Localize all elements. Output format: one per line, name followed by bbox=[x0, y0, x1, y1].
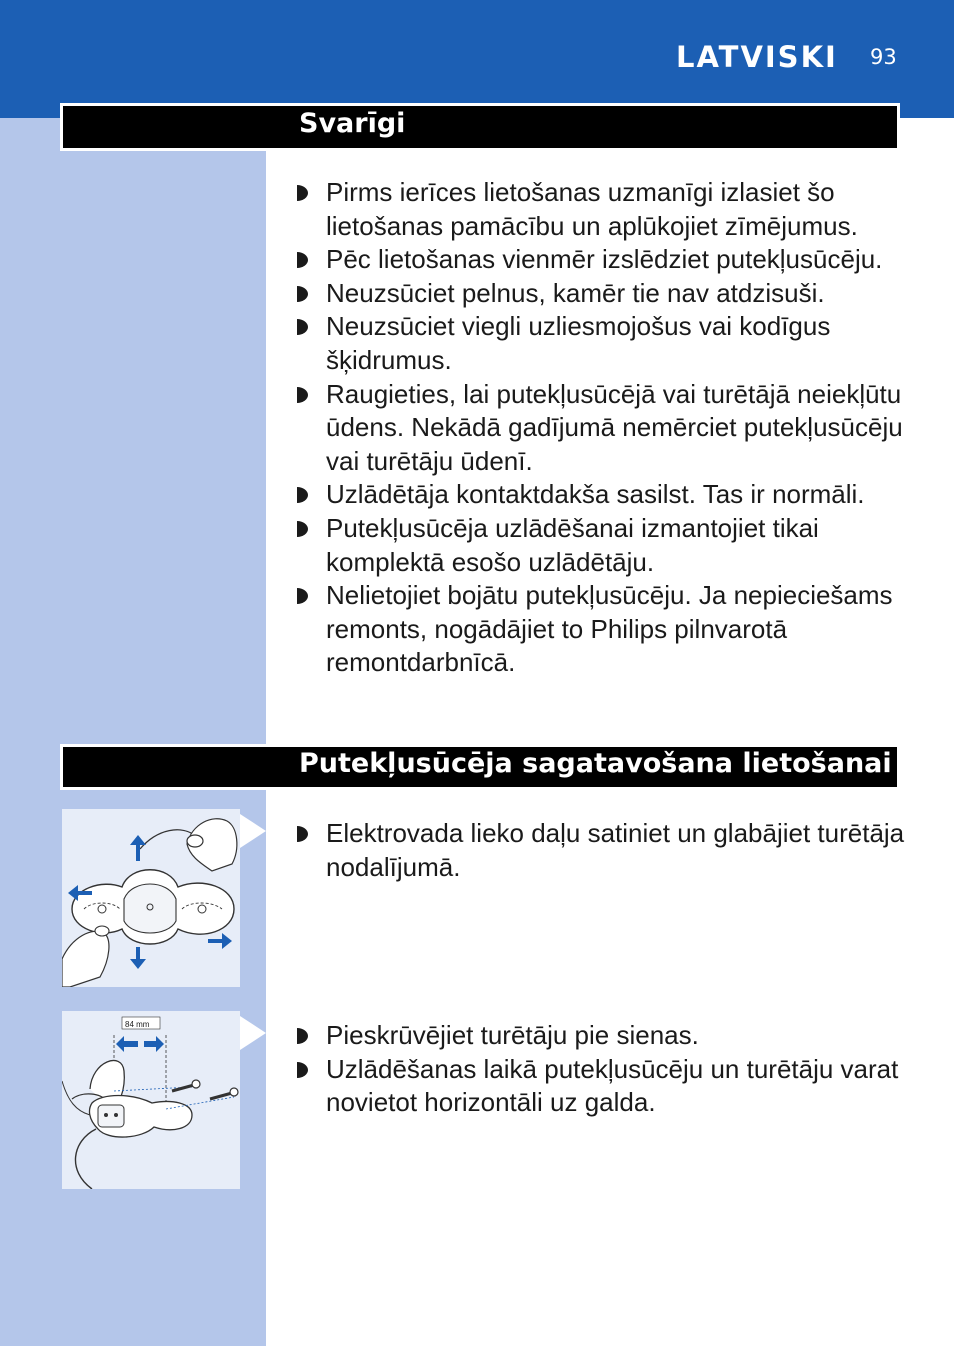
list-item bbox=[296, 1053, 916, 1120]
figure-pointer bbox=[240, 1016, 266, 1050]
list-item-text: Neuzsūciet viegli uzliesmojošus vai kodīgus šķidrumus. bbox=[326, 311, 831, 375]
list-item bbox=[296, 310, 916, 377]
important-list bbox=[296, 176, 916, 680]
bullet-icon bbox=[296, 826, 308, 842]
list-item bbox=[296, 1019, 916, 1053]
list-item-text: Nelietojiet bojātu putekļusūcēju. Ja nepieciešams remonts, nogādājiet to Philips pilnvarotā remontdarbnīcā. bbox=[326, 580, 893, 678]
holder-cord-storage-illustration bbox=[62, 809, 240, 987]
bullet-icon bbox=[296, 1062, 308, 1078]
figure-pointer bbox=[240, 814, 266, 848]
list-item bbox=[296, 378, 916, 479]
list-item-text: Pēc lietošanas vienmēr izslēdziet putekļusūcēju. bbox=[326, 244, 883, 275]
bullet-icon bbox=[296, 286, 308, 302]
bullet-icon bbox=[296, 1028, 308, 1044]
list-item-text: Uzlādētāja kontaktdakša sasilst. Tas ir normāli. bbox=[326, 479, 865, 510]
bullet-icon bbox=[296, 588, 308, 604]
list-item-text: Neuzsūciet pelnus, kamēr tie nav atdzisuši. bbox=[326, 277, 825, 308]
step-list bbox=[296, 817, 916, 884]
bullet-icon bbox=[296, 387, 308, 403]
dimension-label: 84 mm bbox=[125, 1020, 150, 1029]
list-item-text: Raugieties, lai putekļusūcējā vai turētājā neiekļūtu ūdens. Nekādā gadījumā nemērciet putekļusūcēju vai turētāju ūdenī. bbox=[326, 378, 903, 476]
list-item bbox=[296, 243, 916, 277]
section-title: Svarīgi bbox=[299, 108, 406, 139]
list-item bbox=[296, 512, 916, 579]
list-item-text: Pirms ierīces lietošanas uzmanīgi izlasiet šo lietošanas pamācību un aplūkojiet zīmējumus. bbox=[326, 177, 858, 241]
list-item-text: Putekļusūcēja uzlādēšanai izmantojiet tikai komplektā esošo uzlādētāju. bbox=[326, 512, 819, 577]
list-item bbox=[296, 478, 916, 512]
bullet-icon bbox=[296, 521, 308, 537]
section-title: Putekļusūcēja sagatavošana lietošanai bbox=[299, 748, 892, 779]
list-item bbox=[296, 176, 916, 243]
list-item bbox=[296, 277, 916, 311]
bullet-icon bbox=[296, 185, 308, 201]
list-item bbox=[296, 817, 916, 884]
list-item-text: Elektrovada lieko daļu satiniet un glabājiet turētāja nodalījumā. bbox=[326, 818, 905, 882]
bullet-icon bbox=[296, 487, 308, 503]
list-item bbox=[296, 579, 916, 680]
section-heading-bar bbox=[61, 745, 899, 789]
language-label: LATVISKI bbox=[676, 40, 838, 74]
wall-mounting-illustration bbox=[62, 1011, 240, 1189]
step-list bbox=[296, 1019, 916, 1120]
section-heading-bar bbox=[61, 104, 899, 150]
bullet-icon bbox=[296, 252, 308, 268]
page-number: 93 bbox=[870, 45, 897, 69]
list-item-text: Uzlādēšanas laikā putekļusūcēju un turētāju varat novietot horizontāli uz galda. bbox=[326, 1053, 899, 1118]
bullet-icon bbox=[296, 319, 308, 335]
list-item-text: Pieskrūvējiet turētāju pie sienas. bbox=[326, 1020, 699, 1050]
